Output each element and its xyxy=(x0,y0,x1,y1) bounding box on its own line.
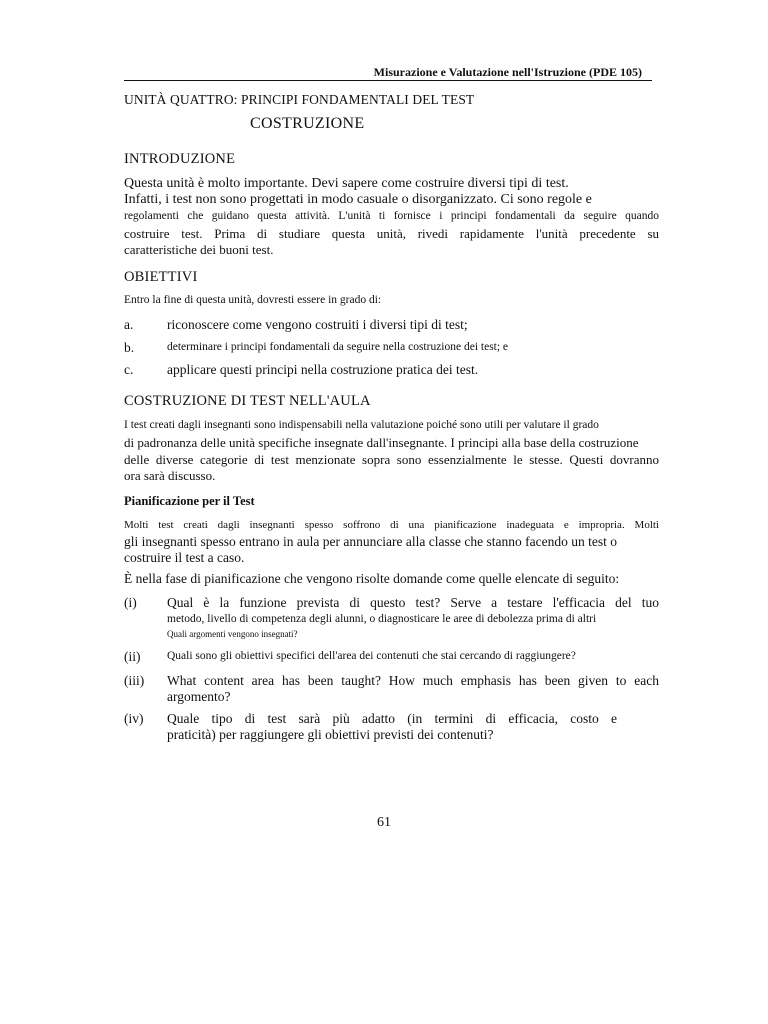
question-text xyxy=(167,673,659,705)
question-text: Quali sono gli obiettivi specifici dell'area dei contenuti che stai cercando di raggiungere? xyxy=(167,650,576,662)
paragraph-line: ora sarà discusso. xyxy=(124,468,216,483)
question-line: Quale tipo di test sarà più adatto (in termini di efficacia, costo e xyxy=(167,711,617,726)
paragraph-line: Questa unità è molto importante. Devi sapere come costruire diversi tipi di test. xyxy=(124,176,569,191)
objective-text: applicare questi principi nella costruzione pratica dei test. xyxy=(167,362,479,377)
question-text xyxy=(167,595,659,640)
question-label: (iii) xyxy=(124,673,145,688)
introduzione-paragraph xyxy=(124,176,659,258)
objective-label: b. xyxy=(124,340,135,355)
obiettivi-heading: OBIETTIVI xyxy=(124,269,198,285)
paragraph-line: delle diverse categorie di test menzionate sopra sono essenzialmente le stesse. Questi dovranno xyxy=(124,452,659,467)
objective-label: c. xyxy=(124,362,134,377)
question-label: (i) xyxy=(124,595,137,610)
question-line: praticità) per raggiungere gli obiettivi previsti dei contenuti? xyxy=(167,727,494,742)
paragraph-line: Infatti, i test non sono progettati in modo casuale o disorganizzato. Ci sono regole e xyxy=(124,192,592,207)
paragraph-line: costruire il test a caso. xyxy=(124,550,245,565)
introduzione-heading: INTRODUZIONE xyxy=(124,151,236,167)
paragraph-line: regolamenti che guidano questa attività. L'unità ti fornisce i principi fondamentali da seguire quando xyxy=(124,210,659,222)
question-line: argomento? xyxy=(167,689,231,704)
paragraph-line: Molti test creati dagli insegnanti spesso soffrono di una pianificazione inadeguata e impropria. Molti xyxy=(124,519,659,531)
pianificazione-lead: È nella fase di pianificazione che vengono risolte domande come quelle elencate di seguito: xyxy=(124,571,620,586)
paragraph-line: I test creati dagli insegnanti sono indispensabili nella valutazione poiché sono utili per valutare il grado xyxy=(124,419,599,431)
paragraph-line: caratteristiche dei buoni test. xyxy=(124,242,274,257)
question-label: (iv) xyxy=(124,711,144,726)
question-line: What content area has been taught? How much emphasis has been given to each xyxy=(167,673,659,688)
objective-text: riconoscere come vengono costruiti i diversi tipi di test; xyxy=(167,317,468,332)
paragraph-line: costruire test. Prima di studiare questa unità, rivedi rapidamente l'unità precedente su xyxy=(124,226,659,241)
unit-subtitle: COSTRUZIONE xyxy=(250,115,365,132)
objective-text: determinare i principi fondamentali da seguire nella costruzione dei test; e xyxy=(167,341,509,353)
question-line: metodo, livello di competenza degli alunni, o diagnosticare le aree di debolezza prima di altri xyxy=(167,613,597,625)
pianificazione-paragraph xyxy=(124,516,659,566)
paragraph-line: gli insegnanti spesso entrano in aula per annunciare alla classe che stanno facendo un test o xyxy=(124,534,617,549)
paragraph-line: di padronanza delle unità specifiche insegnate dall'insegnante. I principi alla base della costruzione xyxy=(124,435,639,450)
costruzione-aula-paragraph xyxy=(124,417,659,483)
page-number: 61 xyxy=(377,815,391,830)
question-label: (ii) xyxy=(124,649,141,664)
running-header: Misurazione e Valutazione nell'Istruzione (PDE 105) xyxy=(124,64,652,81)
pianificazione-heading: Pianificazione per il Test xyxy=(124,494,255,508)
obiettivi-intro: Entro la fine di questa unità, dovresti essere in grado di: xyxy=(124,294,382,306)
question-text xyxy=(167,711,659,743)
question-line: Qual è la funzione prevista di questo test? Serve a testare l'efficacia del tuo xyxy=(167,595,659,610)
costruzione-aula-heading: COSTRUZIONE DI TEST NELL'AULA xyxy=(124,393,371,409)
objective-label: a. xyxy=(124,317,134,332)
question-line: Quali argomenti vengono insegnati? xyxy=(167,629,298,639)
unit-title: UNITÀ QUATTRO: PRINCIPI FONDAMENTALI DEL TEST xyxy=(124,92,475,107)
